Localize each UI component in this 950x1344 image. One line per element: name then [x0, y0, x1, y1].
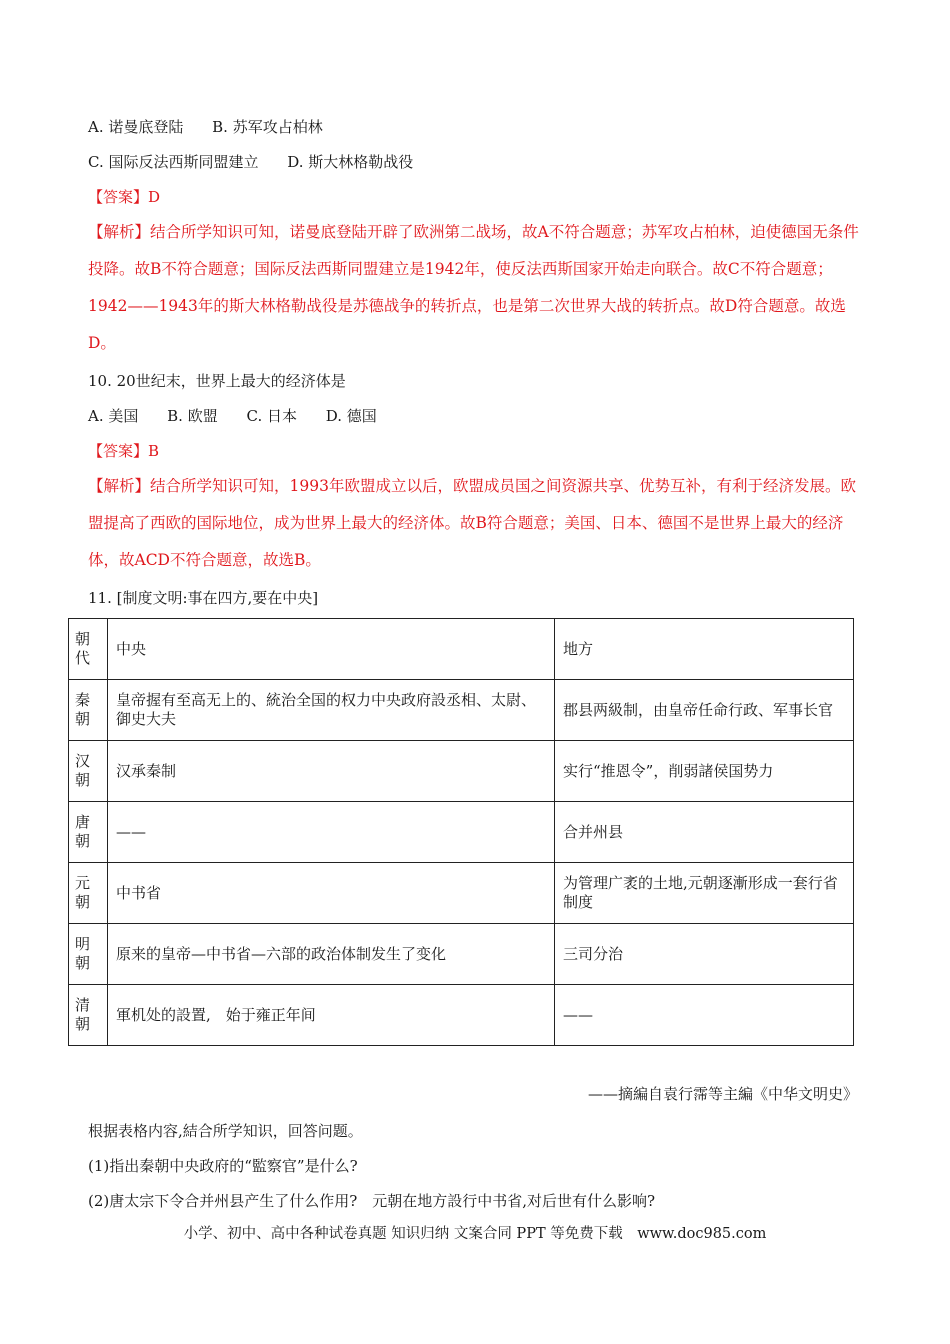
q9-answer: 【答案】D	[88, 188, 161, 206]
central-cell: 原来的皇帝—中书省—六部的政治体制发生了变化	[108, 924, 555, 985]
table-header-row	[69, 619, 854, 680]
q11-sub2: (2)唐太宗下令合并州县产生了什么作用? 元朝在地方設行中书省,对后世有什么影响?	[88, 1192, 656, 1210]
header-central: 中央	[108, 619, 555, 680]
dynasty-cell: 清朝	[69, 985, 108, 1046]
q11-stem: 11. [制度文明:事在四方,要在中央]	[88, 589, 319, 607]
q10-option-c: C. 日本	[246, 407, 297, 425]
dynasty-table	[68, 618, 854, 1046]
q10-answer: 【答案】B	[88, 442, 160, 460]
q10-analysis-tag: 【解析】	[88, 477, 151, 495]
table-row	[69, 924, 854, 985]
table-source: ——摘編自袁行霈等主編《中华文明史》	[587, 1085, 858, 1103]
local-cell: 三司分治	[555, 924, 854, 985]
local-cell: ——	[555, 985, 854, 1046]
central-cell: ——	[108, 802, 555, 863]
central-cell: 汉承秦制	[108, 741, 555, 802]
local-cell: 郡县两級制，由皇帝任命行政、军事长官	[555, 680, 854, 741]
q10-option-a: A. 美国	[88, 407, 139, 425]
local-cell: 合并州县	[555, 802, 854, 863]
header-dynasty: 朝代	[69, 619, 108, 680]
q9-analysis	[88, 214, 863, 362]
header-local: 地方	[555, 619, 854, 680]
q10-option-b: B. 欧盟	[167, 407, 218, 425]
q9-options-row2	[88, 152, 437, 172]
central-cell: 皇帝握有至高无上的、統治全国的权力中央政府設丞相、太尉、御史大夫	[108, 680, 555, 741]
q9-option-c: C. 国际反法西斯同盟建立	[88, 153, 259, 171]
q9-analysis-text: 结合所学知识可知，诺曼底登陆开辟了欧洲第二战场，故A不符合题意；苏军攻占柏林，迫使德国无条件投降。故B不符合题意；国际反法西斯同盟建立是1942年，使反法西斯国家开始走向联合。故C不符合题意；1942——1943年的斯大林格勒战役是苏德战争的转折点，也是第二次世界大战的转折点。故D符合题意。故选D。	[88, 223, 859, 352]
table-row	[69, 741, 854, 802]
q10-analysis	[88, 468, 863, 579]
q9-option-a: A. 诺曼底登陆	[88, 118, 184, 136]
q11-sub1: (1)指出秦朝中央政府的“監察官”是什么?	[88, 1157, 358, 1175]
table-row	[69, 863, 854, 924]
dynasty-cell: 秦朝	[69, 680, 108, 741]
q9-analysis-tag: 【解析】	[88, 223, 151, 241]
table-row	[69, 985, 854, 1046]
local-cell: 为管理广袤的土地,元朝逐漸形成一套行省制度	[555, 863, 854, 924]
central-cell: 軍机处的設置, 始于雍正年间	[108, 985, 555, 1046]
dynasty-cell: 明朝	[69, 924, 108, 985]
q10-option-d: D. 德国	[325, 407, 377, 425]
dynasty-cell: 汉朝	[69, 741, 108, 802]
q11-instruction: 根据表格内容,結合所学知识，回答问题。	[88, 1122, 363, 1140]
page-footer: 小学、初中、高中各种试卷真题 知识归纳 文案合同 PPT 等免费下载 www.doc985.com	[183, 1226, 767, 1242]
dynasty-cell: 唐朝	[69, 802, 108, 863]
table-row	[69, 680, 854, 741]
table-row	[69, 802, 854, 863]
q10-options	[88, 406, 401, 426]
q9-options-row1	[88, 117, 347, 137]
q10-analysis-text: 结合所学知识可知，1993年欧盟成立以后，欧盟成员国之间资源共享、优势互补，有利于经济发展。欧盟提高了西欧的国际地位，成为世界上最大的经济体。故B符合题意；美国、日本、德国不是世界上最大的经济体，故ACD不符合题意，故选B。	[88, 477, 856, 569]
q10-stem: 10. 20世纪末，世界上最大的经济体是	[88, 372, 346, 390]
dynasty-cell: 元朝	[69, 863, 108, 924]
local-cell: 实行“推恩令”，削弱諸侯国势力	[555, 741, 854, 802]
central-cell: 中书省	[108, 863, 555, 924]
q9-option-d: D. 斯大林格勒战役	[287, 153, 414, 171]
q9-option-b: B. 苏军攻占柏林	[212, 118, 323, 136]
